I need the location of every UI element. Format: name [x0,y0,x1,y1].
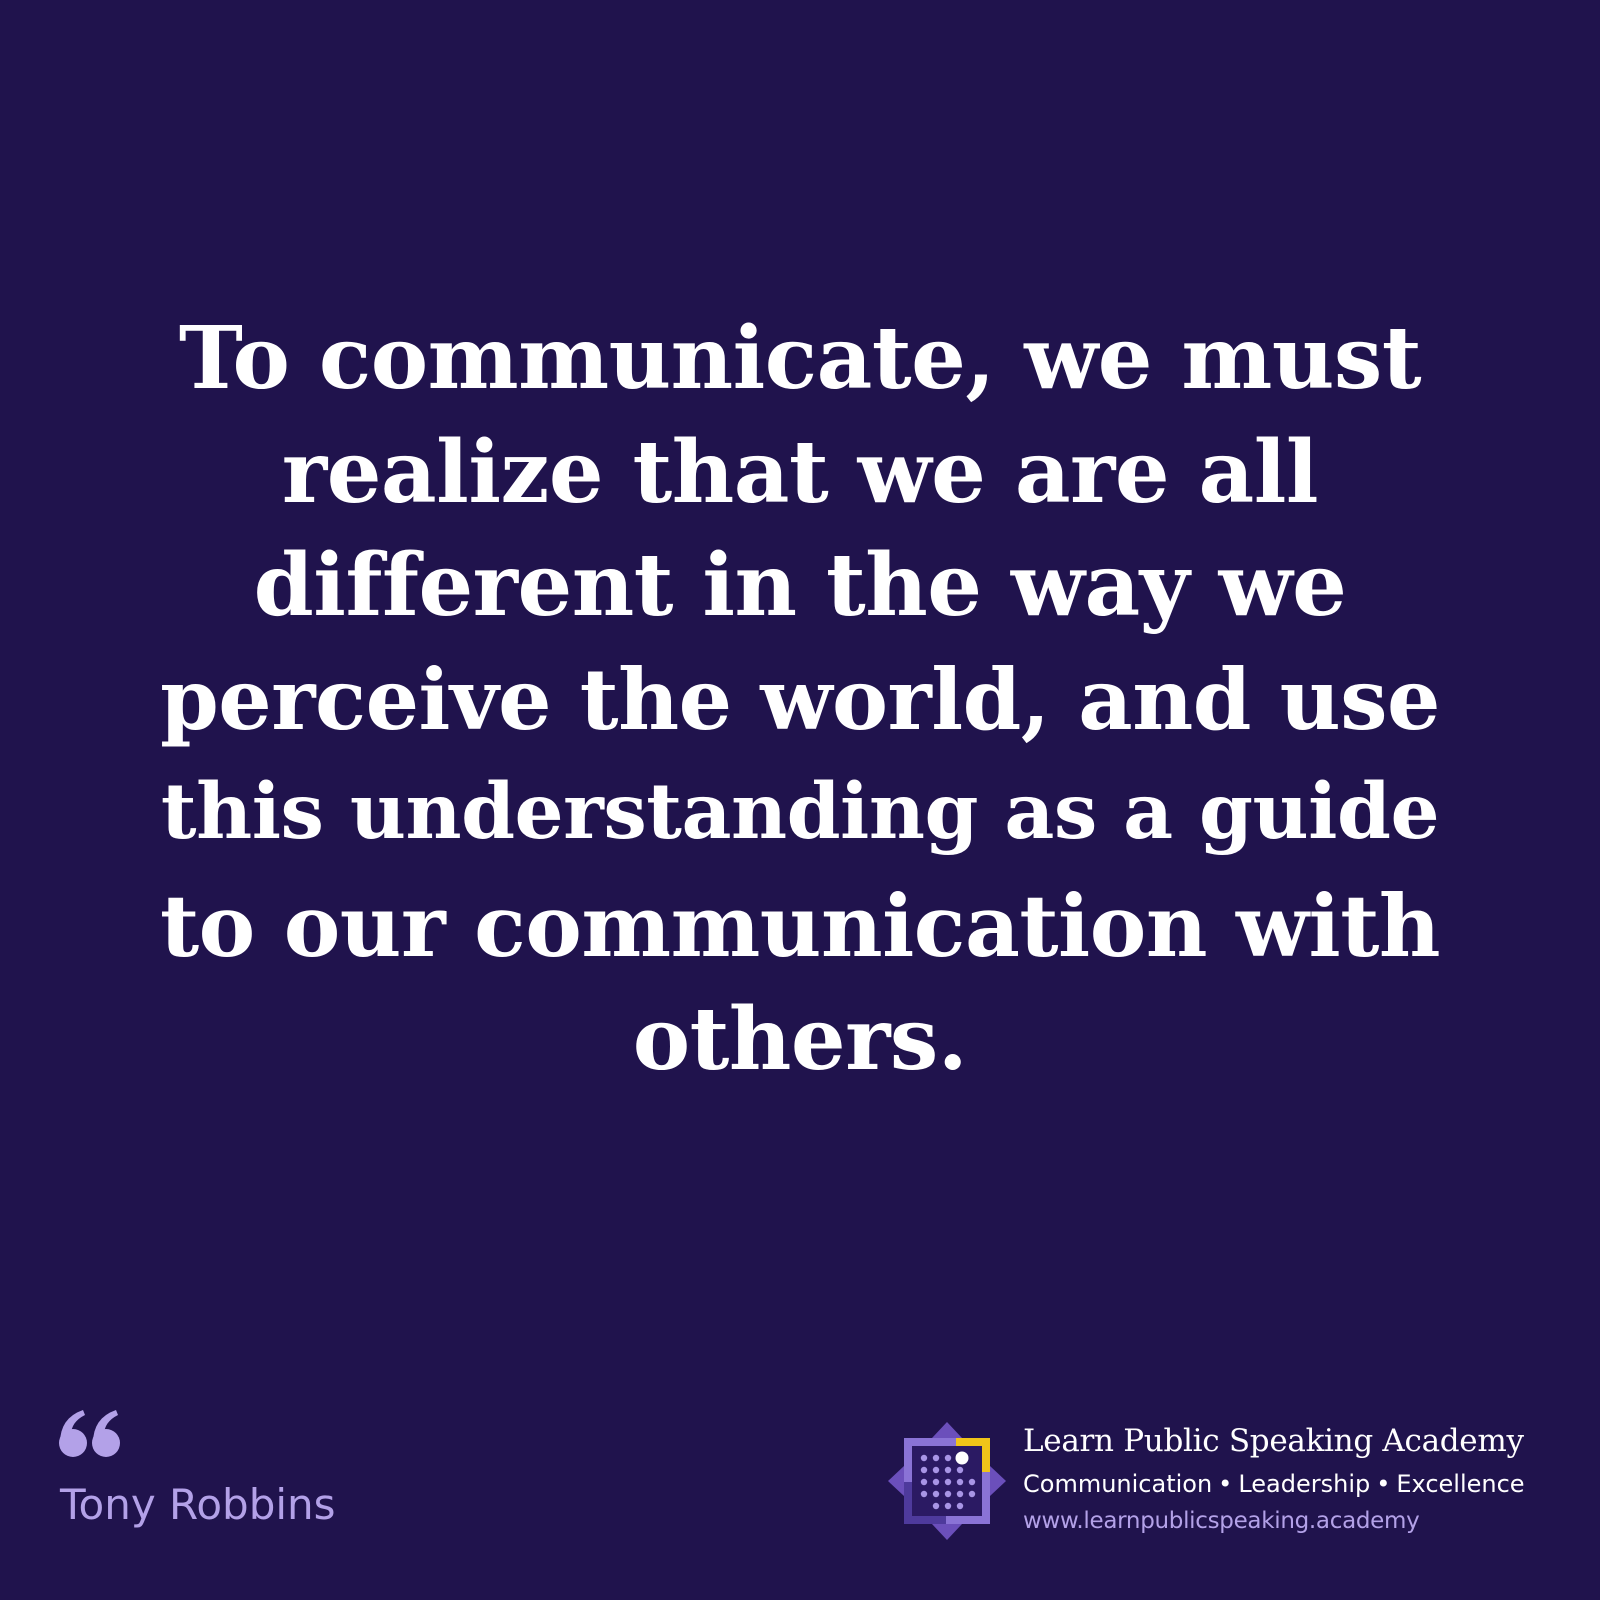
tagline-separator: • [1218,1470,1233,1498]
quote-line: perceive the world, and use [160,649,1440,749]
tagline-item: Communication [1023,1470,1213,1498]
quote-mark-icon [58,1408,122,1460]
brand-name: Learn Public Speaking Academy [1023,1423,1524,1459]
brand-tagline [1023,1472,1525,1496]
quote-line: this understanding as a guide [160,767,1440,857]
author-name: Tony Robbins [60,1480,336,1529]
academy-logo-icon [888,1422,1006,1540]
brand-url: www.learnpublicspeaking.academy [1023,1508,1420,1534]
quote-line: realize that we are all [281,421,1319,523]
tagline-item: Excellence [1396,1470,1525,1498]
quote-text [160,302,1440,1097]
tagline-separator: • [1376,1470,1391,1498]
quote-line: others. [632,989,968,1090]
quote-line: different in the way we [253,535,1347,636]
tagline-item: Leadership [1238,1470,1371,1498]
quote-line: To communicate, we must [178,308,1422,409]
quote-line: to our communication with [160,875,1441,976]
